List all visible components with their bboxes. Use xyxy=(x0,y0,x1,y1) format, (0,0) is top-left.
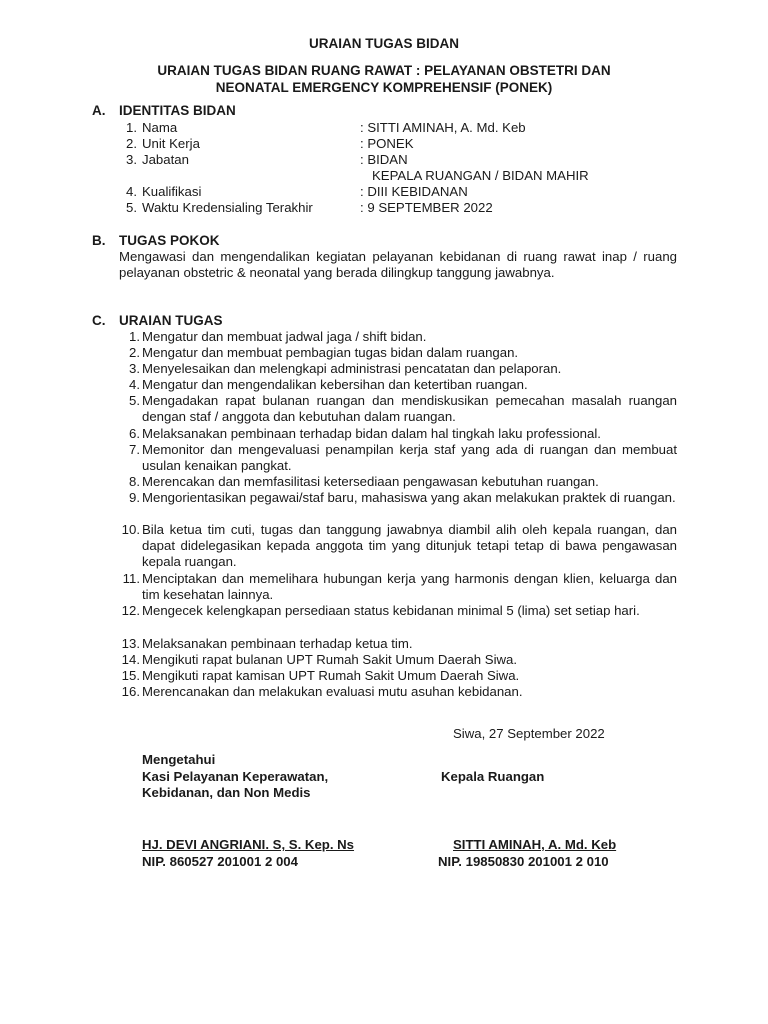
left-signer-role-line2: Kebidanan, dan Non Medis xyxy=(142,785,311,800)
task-text: Melaksanakan pembinaan terhadap bidan dalam hal tingkah laku professional. xyxy=(142,426,601,441)
task-text: Merencanakan dan melakukan evaluasi mutu asuhan kebidanan. xyxy=(142,684,523,699)
section-b-title: TUGAS POKOK xyxy=(119,233,220,248)
task-text: Merencakan dan memfasilitasi ketersediaan pengawasan kebutuhan ruangan. xyxy=(142,474,599,489)
identity-label: Unit Kerja xyxy=(142,136,200,151)
identity-value: : BIDAN xyxy=(360,152,408,167)
task-number: 10. xyxy=(121,522,140,537)
task-number: 9. xyxy=(129,490,140,505)
task-number: 2. xyxy=(129,345,140,360)
task-text: Mengorientasikan pegawai/staf baru, mahasiswa yang akan melakukan praktek di ruangan. xyxy=(142,490,676,505)
left-signer-role-line1: Kasi Pelayanan Keperawatan, xyxy=(142,769,329,784)
identity-value: : SITTI AMINAH, A. Md. Keb xyxy=(360,120,526,135)
identity-row-qualification xyxy=(0,184,768,200)
identity-number: 5. xyxy=(126,200,137,215)
left-signer-nip: NIP. 860527 201001 2 004 xyxy=(142,854,298,869)
task-number: 12. xyxy=(121,603,140,618)
task-text: Menciptakan dan memelihara hubungan kerja yang harmonis dengan klien, keluarga dan tim kesehatan lainnya. xyxy=(142,571,677,603)
identity-number: 1. xyxy=(126,120,137,135)
section-c-title: URAIAN TUGAS xyxy=(119,313,223,328)
signing-date: Siwa, 27 September 2022 xyxy=(453,726,605,741)
document-subtitle-line1: URAIAN TUGAS BIDAN RUANG RAWAT : PELAYANAN OBSTETRI DAN xyxy=(157,63,611,78)
right-signer-name: SITTI AMINAH, A. Md. Keb xyxy=(453,837,617,852)
task-text: Bila ketua tim cuti, tugas dan tanggung jawabnya diambil alih oleh kepala ruangan, dan dapat didelegasikan kepada anggota tim yang ditunjuk tetapi tetap di bawa pengawasan kepala ruangan. xyxy=(142,522,677,570)
task-number: 5. xyxy=(129,393,140,408)
identity-row-credentialing xyxy=(0,200,768,216)
identity-label: Waktu Kredensialing Terakhir xyxy=(142,200,313,215)
task-number: 15. xyxy=(121,668,140,683)
section-a-title: IDENTITAS BIDAN xyxy=(119,103,236,118)
task-text: Memonitor dan mengevaluasi penampilan kerja staf yang ada di ruangan dan membuat usulan kenaikan pangkat. xyxy=(142,442,677,474)
task-text: Mengatur dan membuat jadwal jaga / shift bidan. xyxy=(142,329,427,344)
section-c-letter: C. xyxy=(92,313,106,328)
task-text: Mengadakan rapat bulanan ruangan dan mendiskusikan pemecahan masalah ruangan dengan staf / anggota dan kebutuhan dalam ruangan. xyxy=(142,393,677,425)
task-number: 7. xyxy=(129,442,140,457)
acknowledged-label: Mengetahui xyxy=(142,752,216,767)
task-number: 3. xyxy=(129,361,140,376)
section-a-letter: A. xyxy=(92,103,106,118)
identity-value-continued: KEPALA RUANGAN / BIDAN MAHIR xyxy=(372,168,589,183)
task-number: 16. xyxy=(121,684,140,699)
right-signer-role: Kepala Ruangan xyxy=(441,769,545,784)
document-subtitle-line2: NEONATAL EMERGENCY KOMPREHENSIF (PONEK) xyxy=(215,80,553,95)
main-duty-paragraph: Mengawasi dan mengendalikan kegiatan pelayanan kebidanan di ruang rawat inap / ruang pelayanan obstetric & neonatal yang berada dilingkup tanggung jawabnya. xyxy=(119,249,677,281)
task-number: 1. xyxy=(129,329,140,344)
identity-value: : 9 SEPTEMBER 2022 xyxy=(360,200,493,215)
identity-label: Jabatan xyxy=(142,152,189,167)
task-number: 14. xyxy=(121,652,140,667)
identity-label: Nama xyxy=(142,120,178,135)
task-text: Menyelesaikan dan melengkapi administrasi pencatatan dan pelaporan. xyxy=(142,361,562,376)
left-signer-name: HJ. DEVI ANGRIANI. S, S. Kep. Ns xyxy=(142,837,355,852)
task-text: Mengatur dan mengendalikan kebersihan dan ketertiban ruangan. xyxy=(142,377,528,392)
identity-row-position-cont xyxy=(0,168,768,184)
section-b-letter: B. xyxy=(92,233,106,248)
task-text: Mengatur dan membuat pembagian tugas bidan dalam ruangan. xyxy=(142,345,519,360)
task-text: Mengikuti rapat kamisan UPT Rumah Sakit Umum Daerah Siwa. xyxy=(142,668,520,683)
task-text: Melaksanakan pembinaan terhadap ketua tim. xyxy=(142,636,413,651)
task-number: 6. xyxy=(129,426,140,441)
task-text: Mengecek kelengkapan persediaan status kebidanan minimal 5 (lima) set setiap hari. xyxy=(142,603,640,618)
identity-row-unit xyxy=(0,136,768,152)
task-number: 11. xyxy=(122,571,140,586)
identity-label: Kualifikasi xyxy=(142,184,202,199)
document-title: URAIAN TUGAS BIDAN xyxy=(309,36,459,51)
identity-row-name xyxy=(0,120,768,136)
task-number: 8. xyxy=(129,474,140,489)
identity-number: 3. xyxy=(126,152,137,167)
task-number: 4. xyxy=(129,377,140,392)
right-signer-nip: NIP. 19850830 201001 2 010 xyxy=(438,854,609,869)
identity-row-position xyxy=(0,152,768,168)
identity-value: : PONEK xyxy=(360,136,414,151)
identity-value: : DIII KEBIDANAN xyxy=(360,184,468,199)
task-text: Mengikuti rapat bulanan UPT Rumah Sakit Umum Daerah Siwa. xyxy=(142,652,518,667)
identity-number: 4. xyxy=(126,184,137,199)
task-number: 13. xyxy=(121,636,140,651)
identity-number: 2. xyxy=(126,136,137,151)
